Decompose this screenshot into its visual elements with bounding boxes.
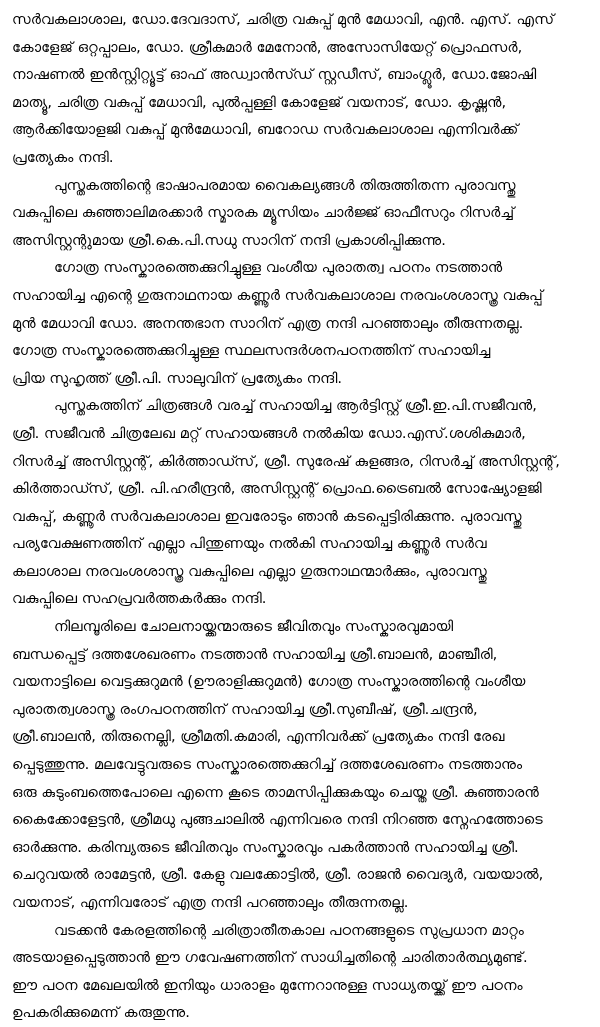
paragraph-language-editing: പുസ്തകത്തിന്റെ ഭാഷാപരമായ വൈകല്യങ്ങൾ തിരുത്തിതന്ന പുരാവസ്തു വകുപ്പിലെ കുഞ്ഞാലിമരക്കാർ സ്മാരക മ്യൂസിയം ചാർജ്ജ് ഓഫീസറും റിസർച്ച് അസിസ്റ്റന്റുമായ ശ്രീ.കെ.പി.സധു സാറിന് നന്ദി പ്രകാശിപ്പിക്കുന്നു. [12,176,516,249]
paragraph-conclusion: വടക്കൻ കേരളത്തിന്റെ ചരിത്രാതീതകാല പഠനങ്ങളുടെ സുപ്രധാന മാറ്റം അടയാളപ്പെടുത്താൻ ഈ ഗവേഷണത്തിന് സാധിച്ചതിന്റെ ചാരിതാർത്ഥ്യമുണ്ട്. ഈ പഠന മേഖലയിൽ ഇനിയും ധാരാളം മുന്നേറാനുള്ള സാധ്യതയ്ക്ക് ഈ പഠനം ഉപകരിക്കുമെന്ന് കരുതുന്നു. [12,921,528,1022]
paragraph-ethnoarchaeology-guide: ഗോത്ര സംസ്കാരത്തെക്കുറിച്ചുള്ള വംശീയ പുരാതത്വ പഠനം നടത്താൻ സഹായിച്ച എന്റെ ഗുരുനാഥനായ കണ്ണൂർ സർവകലാശാല നരവംശശാസ്ത്ര വകുപ്പ് മുൻ മേധാവി ഡോ. അനന്തഭാന സാറിന് എത്ര നന്ദി പറഞ്ഞാലും തീരുന്നതല്ല. ഗോത്ര സംസ്കാരത്തെക്കുറിച്ചുള്ള സ്ഥലസന്ദർശനപഠനത്തിന് സഹായിച്ച പ്രിയ സുഹൃത്ത് ശ്രീ.പി. സാലുവിന് പ്രത്യേകം നന്ദി. [12,259,543,387]
paragraph-illustrations: പുസ്തകത്തിന് ചിത്രങ്ങൾ വരച്ച് സഹായിച്ച ആർട്ടിസ്റ്റ് ശ്രീ.ഇ.പി.സജീവൻ, ശ്രീ. സജീവൻ ചിത്രലേഖ മറ്റ് സഹായങ്ങൾ നൽകിയ ഡോ.എസ്.ശശികുമാർ, റിസർച്ച് അസിസ്റ്റന്റ്, കിർത്താഡ്സ്, ശ്രീ. സുരേഷ് കുളങ്ങര, റിസർച്ച് അസിസ്റ്റന്റ്, കിർത്താഡ്സ്, ശ്രീ. പി.ഹരീന്ദ്രൻ, അസിസ്റ്റന്റ് പ്രൊഫ.ട്രൈബൽ സോഷ്യോളജി വകുപ്പ്, കണ്ണൂർ സർവകലാശാല ഇവരോടും ഞാൻ കടപ്പെട്ടിരിക്കുന്നു. പുരാവസ്തു പര്യവേക്ഷണത്തിന് എല്ലാ പിന്തുണയും നൽകി സഹായിച്ച കണ്ണൂർ സർവ കലാശാല നരവംശശാസ്ത്ര വകുപ്പിലെ എല്ലാ ഗുരുനാഥന്മാർക്കും, പുരാവസ്തു വകുപ്പിലെ സഹപ്രവർത്തകർക്കും നന്ദി. [12,397,560,608]
paragraph-fieldwork-helpers: നിലമ്പൂരിലെ ചോലനായ്ക്കന്മാരുടെ ജീവിതവും സംസ്കാരവുമായി ബന്ധപ്പെട്ട് ദത്തശേഖരണം നടത്താൻ സഹായിച്ച ശ്രീ.ബാലൻ, മാഞ്ചീരി, വയനാട്ടിലെ വെട്ടക്കുറുമൻ (ഊരാളിക്കുറുമൻ) ഗോത്ര സംസ്കാരത്തിന്റെ വംശീയ പുരാതത്വശാസ്ത്ര രംഗപഠനത്തിന് സഹായിച്ച ശ്രീ.സുബീഷ്, ശ്രീ.ചന്ദ്രൻ, ശ്രീ.ബാലൻ, തിരുനെല്ലി, ശ്രീമതി.കമാരി, എന്നിവർക്ക് പ്രത്യേകം നന്ദി രേഖ പ്പെടുത്തുന്നു. മലവേട്ടുവരുടെ സംസ്കാരത്തെക്കുറിച്ച് ദത്തശേഖരണം നടത്താനും ഒരു കുടുംബത്തെപോലെ എന്നെ കൂടെ താമസിപ്പിക്കുകയും ചെയ്ത ശ്രീ. കുഞ്ഞാരൻ കൈക്കോളേട്ടൻ, ശ്രീമധു പുങ്ങചാലിൽ എന്നിവരെ നന്ദി നിറഞ്ഞ സ്നേഹത്തോടെ ഓർക്കുന്നു. കരിമ്പ്യരുടെ ജീവിതവും സംസ്കാരവും പകർത്താൻ സഹായിച്ച ശ്രീ. ചെറുവയൽ രാമേട്ടൻ, ശ്രീ. കേളു വലക്കോട്ടിൽ, ശ്രീ. രാജൻ വൈദ്യർ, വയയാൽ, വയനാട്, എന്നിവരോട് എത്ര നന്ദി പറഞ്ഞാലും തീരുന്നതല്ല. [12,618,544,911]
paragraph-acknowledgements-scholars: സർവകലാശാല, ഡോ.ദേവദാസ്, ചരിത്ര വകുപ്പ് മുൻ മേധാവി, എൻ. എസ്. എസ് കോളേജ് ഒറ്റപ്പാലം, ഡോ. ശ്രീകുമാർ മേനോൻ, അസോസിയേറ്റ് പ്രൊഫസർ, നാഷണൽ ഇൻസ്റ്റിറ്റ്യൂട്ട് ഓഫ് അഡ്വാൻസ്ഡ് സ്റ്റഡീസ്, ബാംഗ്ലൂർ, ഡോ.ജോഷി മാത്യൂ, ചരിത്ര വകുപ്പ് മേധാവി, പുൽപ്പള്ളി കോളേജ് വയനാട്, ഡോ. കൃഷ്ണൻ, ആർക്കിയോളജി വകുപ്പ് മുൻമേധാവി, ബറോഡ സർവകലാശാല എന്നിവർക്ക് പ്രത്യേകം നന്ദി. [12,11,555,166]
